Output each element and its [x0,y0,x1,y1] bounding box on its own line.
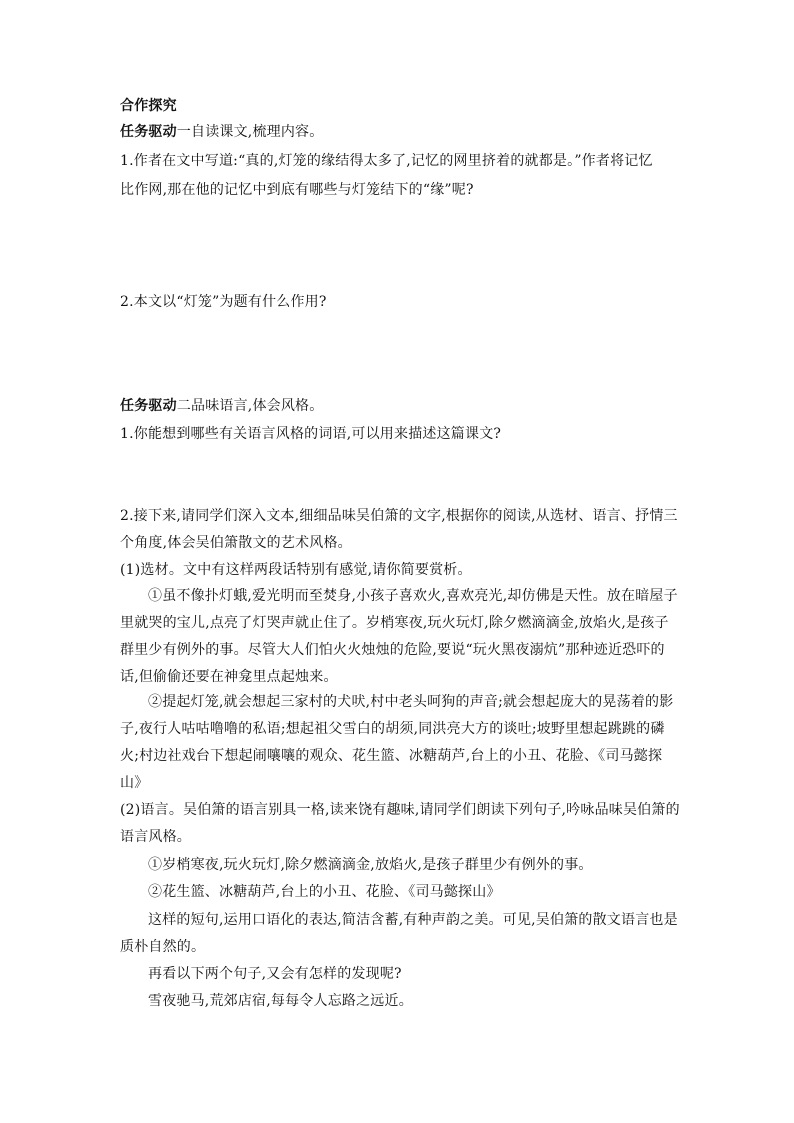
analysis-line-1: 这样的短句,运用口语化的表达,简洁含蓄,有种声韵之美。可见,吴伯箫的散文语言也是 [148,912,678,928]
task1-title [120,122,680,142]
passage-2-line-2: 子,夜行人咕咕噜噜的私语;想起祖父雪白的胡须,同洪亮大方的谈吐;坡野里想起跳跳的磷 [120,721,665,737]
example-2: ②花生篮、冰糖葫芦,台上的小丑、花脸、《司马懿探山》 [148,884,501,900]
passage-2-line-3: 火;村边社戏台下想起闹嚷嚷的观众、花生篮、冰糖葫芦,台上的小丑、花脸、《司马懿探 [120,748,663,764]
task2-question-2-line-2: 个角度,体会吴伯箫散文的艺术风格。 [120,535,352,551]
question-2: 2.本文以“灯笼”为题有什么作用? [120,294,327,310]
task2-title-text: 二品味语言,体会风格。 [176,398,324,414]
selection-heading: (1)选材。文中有这样两段话特别有感觉,请你简要赏析。 [120,562,472,578]
passage-2-line-1: ②提起灯笼,就会想起三家村的犬吠,村中老头呵狗的声音;就会想起庞大的晃荡着的影 [148,694,674,710]
example-3: 雪夜驰马,荒郊店宿,每每令人忘路之远近。 [148,993,413,1009]
task2-title [120,396,680,416]
question-1-line-1: 1.作者在文中写道:“真的,灯笼的缘结得太多了,记忆的网里挤着的就都是。”作者将记忆 [120,153,653,169]
analysis-line-2: 质朴自然的。 [120,939,206,955]
question-1-line-2: 比作网,那在他的记忆中到底有哪些与灯笼结下的“缘”呢? [120,182,474,198]
task2-question-1: 1.你能想到哪些有关语言风格的词语,可以用来描述这篇课文? [120,426,502,442]
next-prompt: 再看以下两个句子,又会有怎样的发现呢? [148,966,402,982]
language-heading-line-2: 语言风格。 [120,829,191,845]
language-heading-line-1: (2)语言。吴伯箫的语言别具一格,读来饶有趣味,请同学们朗读下列句子,吟咏品味吴伯箫的 [120,802,680,818]
task2-question-2-line-1: 2.接下来,请同学们深入文本,细细品味吴伯箫的文字,根据你的阅读,从选材、语言、抒情三 [120,508,678,524]
passage-2-line-4: 山》 [120,775,149,791]
example-1: ①岁梢寒夜,玩火玩灯,除夕燃滴滴金,放焰火,是孩子群里少有例外的事。 [148,857,593,873]
passage-1-line-1: ①虽不像扑灯蛾,爱光明而至焚身,小孩子喜欢火,喜欢亮光,却仿佛是天性。放在暗屋子 [148,588,678,604]
passage-1-line-4: 话,但偷偷还要在神龛里点起烛来。 [120,669,338,685]
passage-1-line-2: 里就哭的宝儿,点亮了灯哭声就止住了。岁梢寒夜,玩火玩灯,除夕燃滴滴金,放焰火,是孩子 [120,615,669,631]
section-heading: 合作探究 [120,98,177,114]
task1-title-label: 任务驱动 [120,124,177,140]
passage-1-line-3: 群里少有例外的事。尽管大人们怕火火烛烛的危险,要说“玩火黑夜溺炕”那种迹近恐吓的 [120,642,665,658]
task2-title-label: 任务驱动 [120,398,177,414]
task1-title-text: 一自读课文,梳理内容。 [176,124,324,140]
